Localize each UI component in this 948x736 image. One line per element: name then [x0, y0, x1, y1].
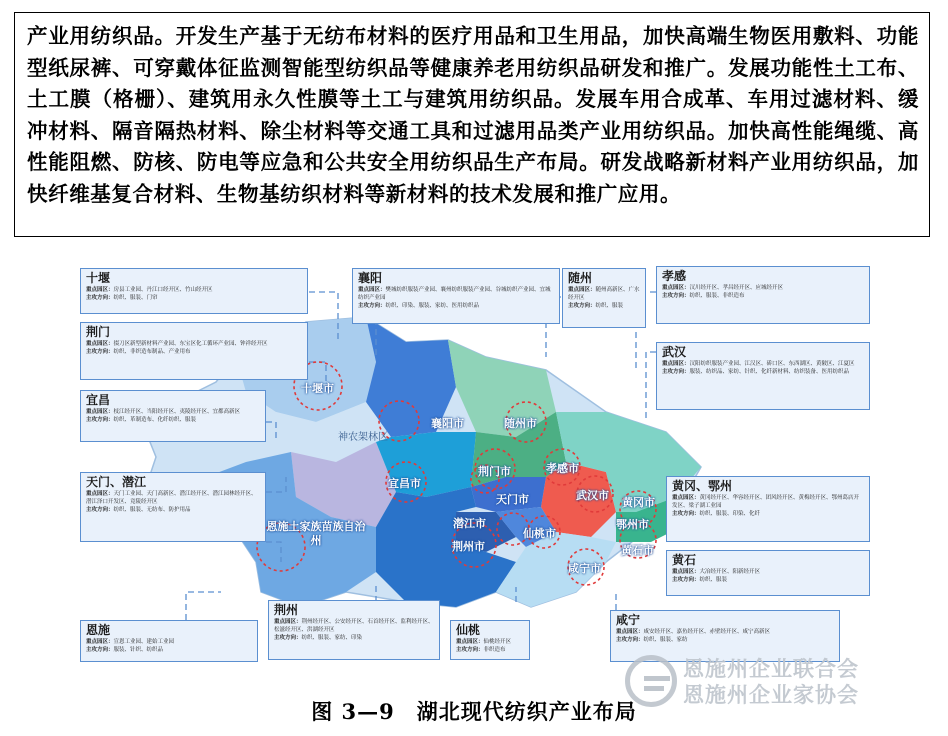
label-tianmen-park: 天门工业园、天门高新区、潜江经开区、潜江园林经开区、潜江泽口开发区、竟陵经开区	[86, 491, 257, 505]
label-wuhan-title: 武汉	[662, 345, 687, 359]
city-qianjiang: 潜江市	[453, 517, 486, 530]
label-xiangyang-dir-key: 主攻方向：	[358, 303, 386, 309]
label-wuhan	[656, 342, 870, 410]
label-shiyan-dir-key: 主攻方向：	[86, 295, 114, 301]
label-enshi-park: 宣恩工业园、建始工业园	[113, 639, 175, 645]
label-xianning-title: 咸宁	[616, 613, 641, 627]
label-jingzhou-title: 荆州	[274, 603, 299, 617]
city-xiantao: 仙桃市	[523, 527, 556, 540]
label-tianmen-dir-key: 主攻方向：	[86, 507, 114, 513]
city-xiaogan: 孝感市	[546, 462, 579, 475]
label-suizhou-park: 随州高新区、广水经开区	[568, 287, 640, 301]
intro-lead: 产业用纺织品。	[27, 24, 176, 48]
label-xiaogan-park-key: 重点园区：	[662, 285, 690, 291]
label-xiangyang-park: 樊城纺织服装产业园、襄州纺织服装产业园、谷城纺织产业园、宜城纺织产业园	[358, 287, 551, 301]
label-enshi-park-key: 重点园区：	[86, 639, 114, 645]
label-suizhou-park-key: 重点园区：	[568, 287, 596, 293]
city-huanggang: 黄冈市	[622, 496, 655, 509]
label-tianmen-park-key: 重点园区：	[86, 491, 114, 497]
label-huanggang-park: 黄冈经开区、华容经开区、团风经开区、黄梅经开区、鄂州葛店开发区、梁子湖工业园	[672, 495, 860, 509]
label-xianning-park: 咸安经开区、嘉鱼经开区、赤壁经开区、咸宁高新区	[643, 629, 771, 635]
label-yichang-park-key: 重点园区：	[86, 409, 114, 415]
label-jingmen-dir: 纺织、非织造布制品、产业用布	[113, 349, 191, 355]
label-huangshi	[666, 550, 870, 596]
label-xiantao-dir: 非织造布	[483, 647, 506, 653]
label-huangshi-dir-key: 主攻方向：	[672, 577, 700, 583]
label-tianmen-qianjiang	[80, 472, 266, 542]
label-jingzhou-park: 荆州经开区、公安经开区、石首经开区、监利经开区、松滋经开区、洪湖经开区	[274, 619, 434, 633]
hubei-textile-map-figure	[76, 262, 874, 668]
label-jingmen-park: 掇刀区新型新材料产业园、东宝区化工循环产业园、钟祥经开区	[113, 341, 268, 347]
label-huangshi-park-key: 重点园区：	[672, 569, 700, 575]
city-tianmen: 天门市	[496, 493, 529, 506]
watermark-line-1: 恩施州企业联合会	[683, 657, 859, 681]
label-jingzhou-park-key: 重点园区：	[274, 619, 302, 625]
label-xianning-park-key: 重点园区：	[616, 629, 644, 635]
label-huanggang-park-key: 重点园区：	[672, 495, 700, 501]
label-enshi-dir-key: 主攻方向：	[86, 647, 114, 653]
label-xianning-dir: 纺织、服装、家纺	[643, 637, 688, 643]
label-huangshi-title: 黄石	[672, 553, 697, 567]
city-jingzhou: 荆州市	[452, 540, 485, 553]
label-xiantao	[450, 620, 530, 660]
label-xiangyang-park-key: 重点园区：	[358, 287, 386, 293]
label-jingmen-dir-key: 主攻方向：	[86, 349, 114, 355]
label-jingmen-park-key: 重点园区：	[86, 341, 114, 347]
label-huanggang-title: 黄冈、鄂州	[672, 479, 733, 493]
city-shennongjia: 神农架林区	[338, 432, 388, 443]
label-enshi	[80, 620, 258, 662]
label-yichang-title: 宜昌	[86, 393, 111, 407]
label-xiaogan-dir: 纺织、服装、非织造布	[689, 293, 745, 299]
city-shiyan: 十堰市	[301, 382, 334, 395]
city-xiangyang: 襄阳市	[431, 417, 464, 430]
city-suizhou: 随州市	[504, 417, 537, 430]
label-xiangyang-dir: 纺织、印染、服装、家纺、医用纺织品	[385, 303, 480, 309]
label-shiyan-park: 房县工业园、丹江口经开区、竹山经开区	[113, 287, 213, 293]
label-wuhan-park: 汉阳纺织服装产业园、江汉区、硚口区、东西湖区、黄陂区、江夏区	[689, 361, 855, 367]
label-huangshi-park: 大冶经开区、阳新经开区	[699, 569, 761, 575]
label-xiaogan-park: 汉川经开区、孝昌经开区、应城经开区	[689, 285, 784, 291]
label-xiantao-park-key: 重点园区：	[456, 639, 484, 645]
label-jingzhou	[268, 600, 440, 660]
label-yichang	[80, 390, 266, 442]
label-xiantao-dir-key: 主攻方向：	[456, 647, 484, 653]
label-xiaogan-title: 孝感	[662, 269, 687, 283]
label-xiangyang-title: 襄阳	[358, 271, 383, 285]
label-shiyan	[80, 268, 308, 314]
label-yichang-dir: 纺织、革制造布、化纤纺织、服装	[113, 417, 197, 423]
label-xiaogan	[656, 266, 870, 324]
label-huangshi-dir: 纺织、服装	[699, 577, 728, 583]
label-suizhou-title: 随州	[568, 271, 593, 285]
label-suizhou-dir: 纺织、服装	[595, 303, 624, 309]
label-yichang-park: 枝江经开区、当阳经开区、夷陵经开区、宜都高新区	[113, 409, 241, 415]
label-jingmen-title: 荆门	[86, 325, 111, 339]
label-huanggang-ezhou	[666, 476, 870, 542]
label-enshi-dir: 服装、针织、纺织品	[113, 647, 164, 653]
label-xiangyang	[352, 268, 560, 324]
label-yichang-dir-key: 主攻方向：	[86, 417, 114, 423]
label-xianning-dir-key: 主攻方向：	[616, 637, 644, 643]
city-wuhan: 武汉市	[576, 489, 609, 502]
label-wuhan-park-key: 重点园区：	[662, 361, 690, 367]
label-wuhan-dir: 服装、纺织品、家纺、针织、化纤新材料、纺织装备、医用纺织品	[689, 369, 850, 375]
label-jingzhou-dir-key: 主攻方向：	[274, 635, 302, 641]
city-enshi: 恩施土家族苗族自治州	[266, 520, 366, 547]
label-shiyan-dir: 纺织、服装、门帘	[113, 295, 158, 301]
city-huangshi: 黄石市	[621, 544, 654, 557]
label-suizhou	[562, 268, 646, 328]
label-huanggang-dir: 纺织、服装、印染、化纤	[699, 511, 761, 517]
label-xiaogan-dir-key: 主攻方向：	[662, 293, 690, 299]
label-enshi-title: 恩施	[86, 623, 111, 637]
intro-text-box	[14, 12, 930, 237]
intro-body: 开发生产基于无纺布材料的医疗用品和卫生用品，加快高端生物医用敷料、功能型纸尿裤、可穿戴体征监测智能型纺织品等健康养老用纺织品研发和推广。发展功能性土工布、土工膜（格栅）、建筑用永久性膜等土工与建筑用纺织品。发展车用合成革、车用过滤材料、缓冲材料、隔音隔热材料、除尘材料等交通工具和过滤用品类产业用纺织品。加快高性能绳缆、高性能阻燃、防核、防电等应急和公共安全用纺织品生产布局。研发战略新材料产业用纺织品，加快纤维基复合材料、生物基纺织材料等新材料的技术发展和推广应用。	[27, 24, 920, 206]
city-jingmen: 荆门市	[478, 465, 511, 478]
label-tianmen-dir: 纺织、服装、无纺布、防护用品	[113, 507, 191, 513]
label-suizhou-dir-key: 主攻方向：	[568, 303, 596, 309]
label-jingzhou-dir: 纺织、服装、家纺、印染	[301, 635, 363, 641]
label-xiantao-park: 仙桃经开区	[483, 639, 512, 645]
label-jingmen	[80, 322, 308, 380]
label-huanggang-dir-key: 主攻方向：	[672, 511, 700, 517]
label-xiantao-title: 仙桃	[456, 623, 481, 637]
label-wuhan-dir-key: 主攻方向：	[662, 369, 690, 375]
label-shiyan-park-key: 重点园区：	[86, 287, 114, 293]
figure-caption: 图 3—9 湖北现代纺织产业布局	[311, 699, 637, 724]
watermark-line-2: 恩施州企业家协会	[683, 683, 859, 707]
city-xianning: 咸宁市	[568, 562, 601, 575]
city-ezhou: 鄂州市	[616, 518, 649, 531]
city-yichang: 宜昌市	[388, 477, 421, 490]
label-tianmen-title: 天门、潜江	[86, 475, 147, 489]
label-shiyan-title: 十堰	[86, 271, 111, 285]
